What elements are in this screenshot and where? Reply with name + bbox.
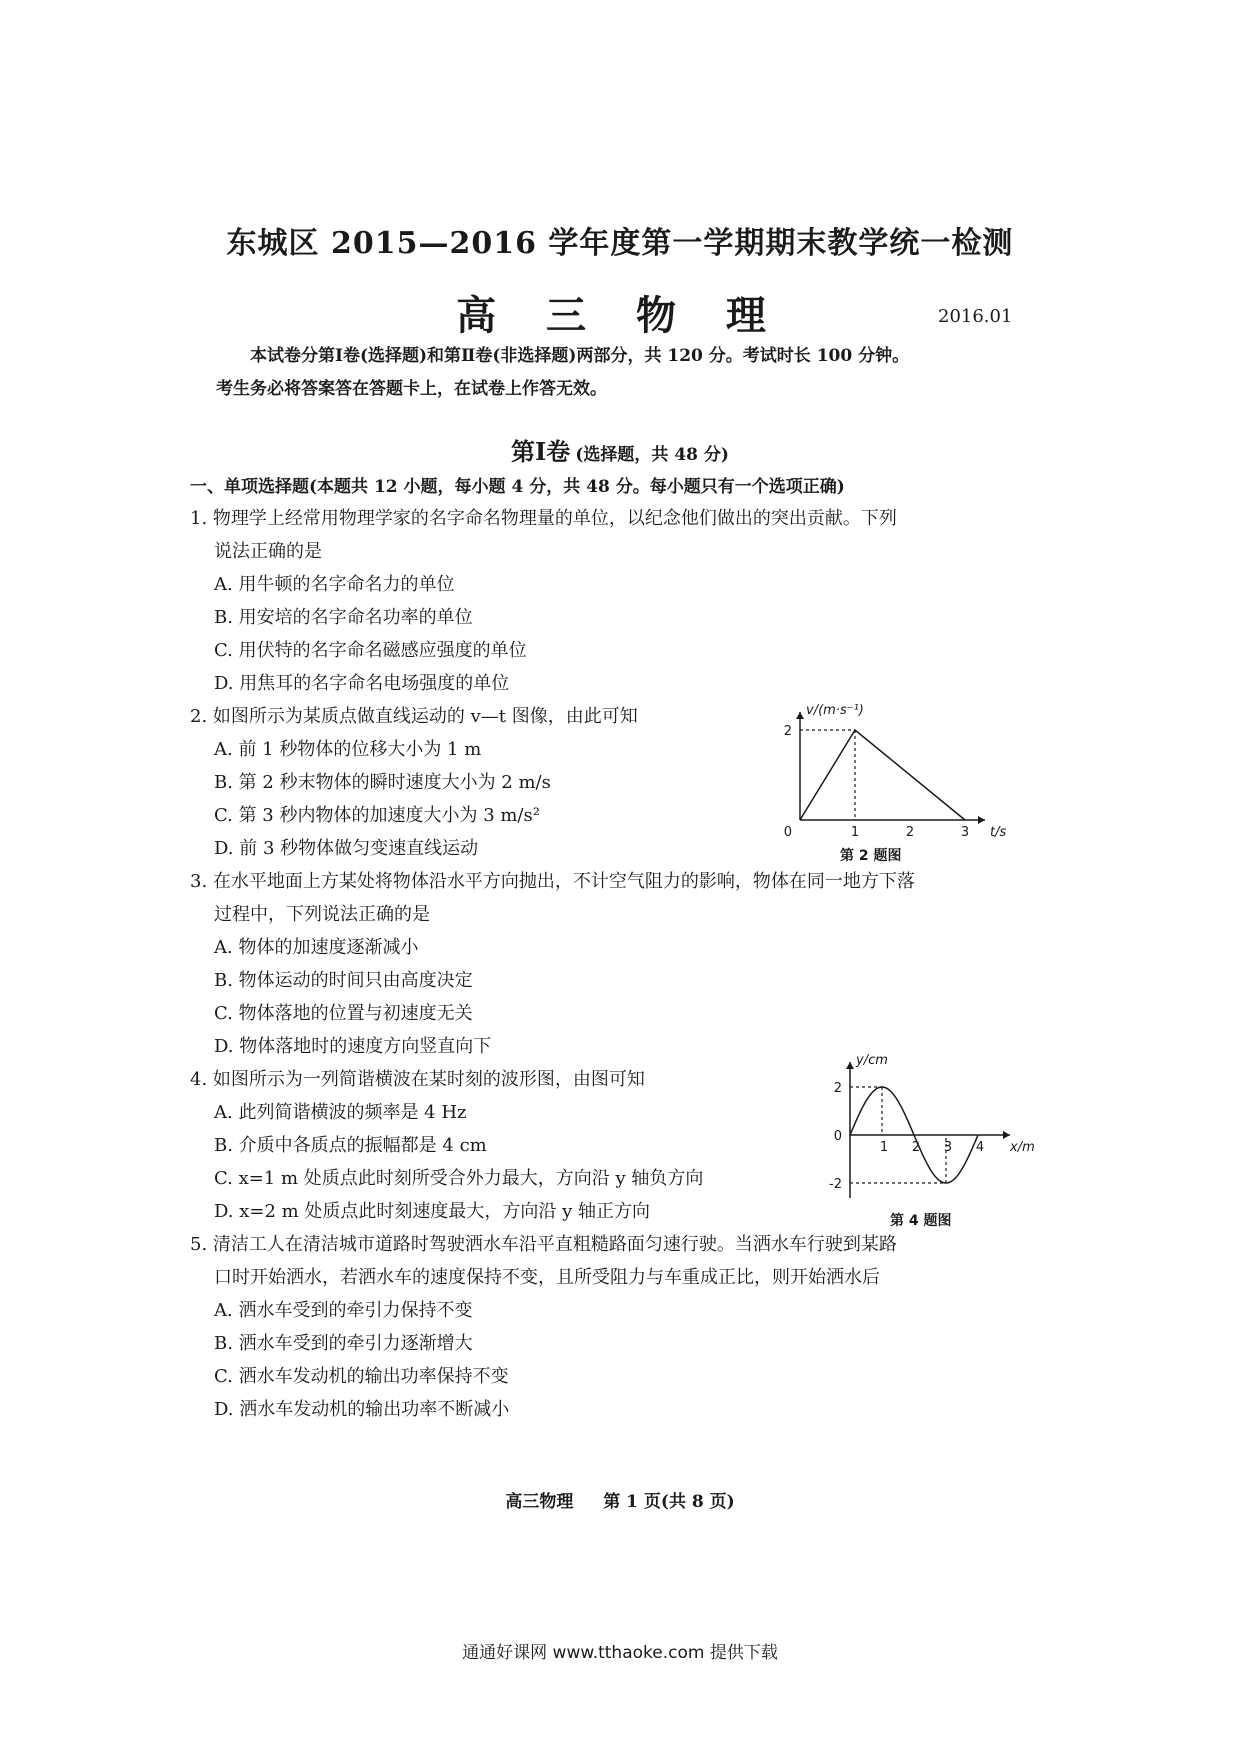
- figure-4-x-tick-label: 2: [911, 1140, 921, 1155]
- figure-2-origin-label: 0: [783, 825, 792, 840]
- figure-2-y-tick-label: 2: [783, 724, 792, 739]
- volume-subtitle: (选择题，共 48 分): [575, 445, 729, 465]
- figure-2: [780, 700, 1040, 870]
- question-2-stem: 2. 如图所示为某质点做直线运动的 v—t 图像，由此可知: [190, 706, 638, 727]
- question-4-option-b: B. 介质中各质点的振幅都是 4 cm: [214, 1135, 487, 1156]
- figure-2-x-tick-label: 3: [960, 825, 970, 840]
- figure-4: [820, 1050, 1040, 1230]
- instructions-line-1: 本试卷分第Ⅰ卷(选择题)和第Ⅱ卷(非选择题)两部分，共 120 分。考试时长 100 分钟。: [250, 346, 910, 366]
- question-3-stem-line-1: 3. 在水平地面上方某处将物体沿水平方向抛出，不计空气阻力的影响，物体在同一地方下落: [190, 871, 915, 892]
- exam-instructions: [216, 340, 1036, 406]
- question-5-stem-line-1: 5. 清洁工人在清洁城市道路时驾驶洒水车沿平直粗糙路面匀速行驶。当洒水车行驶到某路: [190, 1234, 897, 1255]
- question-5-option-a: A. 洒水车受到的牵引力保持不变: [214, 1300, 473, 1321]
- question-3: [190, 865, 1035, 1063]
- question-1-option-d: D. 用焦耳的名字命名电场强度的单位: [214, 673, 510, 694]
- figure-2-x-arrow: [978, 816, 985, 824]
- question-1-option-a: A. 用牛顿的名字命名力的单位: [214, 574, 455, 595]
- question-1-option-c: C. 用伏特的名字命名磁感应强度的单位: [214, 640, 527, 661]
- download-credit: 通通好课网 www.tthaoke.com 提供下载: [462, 1643, 778, 1663]
- figure-2-y-axis-label: v/(m·s⁻¹): [806, 703, 864, 718]
- question-2-option-b: B. 第 2 秒末物体的瞬时速度大小为 2 m/s: [214, 772, 551, 793]
- volume-heading: [0, 432, 1240, 467]
- figure-2-y-arrow: [796, 712, 804, 719]
- figure-4-y-arrow: [846, 1062, 854, 1069]
- question-2-option-a: A. 前 1 秒物体的位移大小为 1 m: [214, 739, 482, 760]
- volume-title: 第Ⅰ卷: [511, 437, 571, 466]
- footer-subject: 高三物理: [505, 1492, 574, 1512]
- question-1-option-b: B. 用安培的名字命名功率的单位: [214, 607, 473, 628]
- question-3-option-b: B. 物体运动的时间只由高度决定: [214, 970, 473, 991]
- exam-date: 2016.01: [938, 306, 1013, 327]
- question-1-stem-line-2: 说法正确的是: [214, 541, 322, 562]
- footer-page-number: 第 1 页(共 8 页): [603, 1492, 735, 1512]
- question-3-stem-line-2: 过程中，下列说法正确的是: [214, 904, 430, 925]
- question-3-option-d: D. 物体落地时的速度方向竖直向下: [214, 1036, 492, 1057]
- question-2-option-c: C. 第 3 秒内物体的加速度大小为 3 m/s²: [214, 805, 540, 826]
- question-1: [190, 502, 1035, 700]
- question-5: [190, 1228, 1035, 1426]
- question-2: [190, 700, 638, 865]
- figure-4-origin-label: 0: [833, 1129, 842, 1144]
- section-heading: 一、单项选择题(本题共 12 小题，每小题 4 分，共 48 分。每小题只有一个选项正确): [190, 477, 845, 497]
- figure-2-chart: [780, 700, 1040, 850]
- question-5-option-b: B. 洒水车受到的牵引力逐渐增大: [214, 1333, 473, 1354]
- exam-title: 东城区 2015—2016 学年度第一学期期末教学统一检测: [226, 226, 1014, 261]
- figure-2-x-tick-label: 2: [905, 825, 915, 840]
- figure-4-y-axis-label: y/cm: [856, 1053, 888, 1068]
- question-3-option-a: A. 物体的加速度逐渐减小: [214, 937, 419, 958]
- figure-4-x-axis-label: x/m: [1010, 1140, 1035, 1155]
- question-2-option-d: D. 前 3 秒物体做匀变速直线运动: [214, 838, 479, 859]
- figure-4-x-tick-label: 1: [879, 1140, 889, 1155]
- figure-4-x-tick-label: 3: [943, 1140, 953, 1155]
- figure-4-y-tick-label: 2: [833, 1081, 842, 1096]
- figure-4-y-tick-label: -2: [829, 1177, 842, 1192]
- question-3-option-c: C. 物体落地的位置与初速度无关: [214, 1003, 473, 1024]
- question-4-option-c: C. x=1 m 处质点此时刻所受合外力最大，方向沿 y 轴负方向: [214, 1168, 704, 1189]
- figure-4-chart: [820, 1050, 1040, 1210]
- question-5-option-d: D. 洒水车发动机的输出功率不断减小: [214, 1399, 510, 1420]
- figure-4-x-tick-label: 4: [975, 1140, 985, 1155]
- question-4-option-d: D. x=2 m 处质点此时刻速度最大，方向沿 y 轴正方向: [214, 1201, 651, 1222]
- question-4-stem: 4. 如图所示为一列简谐横波在某时刻的波形图，由图可知: [190, 1069, 645, 1090]
- exam-subject: 高 三 物 理: [456, 292, 784, 339]
- figure-2-series-line: [800, 730, 965, 820]
- page-footer: [0, 1487, 1240, 1512]
- question-1-stem-line-1: 1. 物理学上经常用物理学家的名字命名物理量的单位，以纪念他们做出的突出贡献。下列: [190, 508, 897, 529]
- figure-4-x-arrow: [1003, 1131, 1010, 1139]
- question-4: [190, 1063, 703, 1228]
- question-5-stem-line-2: 口时开始洒水，若洒水车的速度保持不变，且所受阻力与车重成正比，则开始洒水后: [214, 1267, 880, 1288]
- figure-2-caption: 第 2 题图: [840, 848, 902, 864]
- figure-2-x-axis-label: t/s: [990, 825, 1007, 840]
- instructions-line-2: 考生务必将答案答在答题卡上，在试卷上作答无效。: [216, 379, 607, 399]
- question-4-option-a: A. 此列简谐横波的频率是 4 Hz: [214, 1102, 467, 1123]
- figure-4-caption: 第 4 题图: [890, 1213, 952, 1229]
- figure-2-x-tick-label: 1: [850, 825, 860, 840]
- question-5-option-c: C. 洒水车发动机的输出功率保持不变: [214, 1366, 509, 1387]
